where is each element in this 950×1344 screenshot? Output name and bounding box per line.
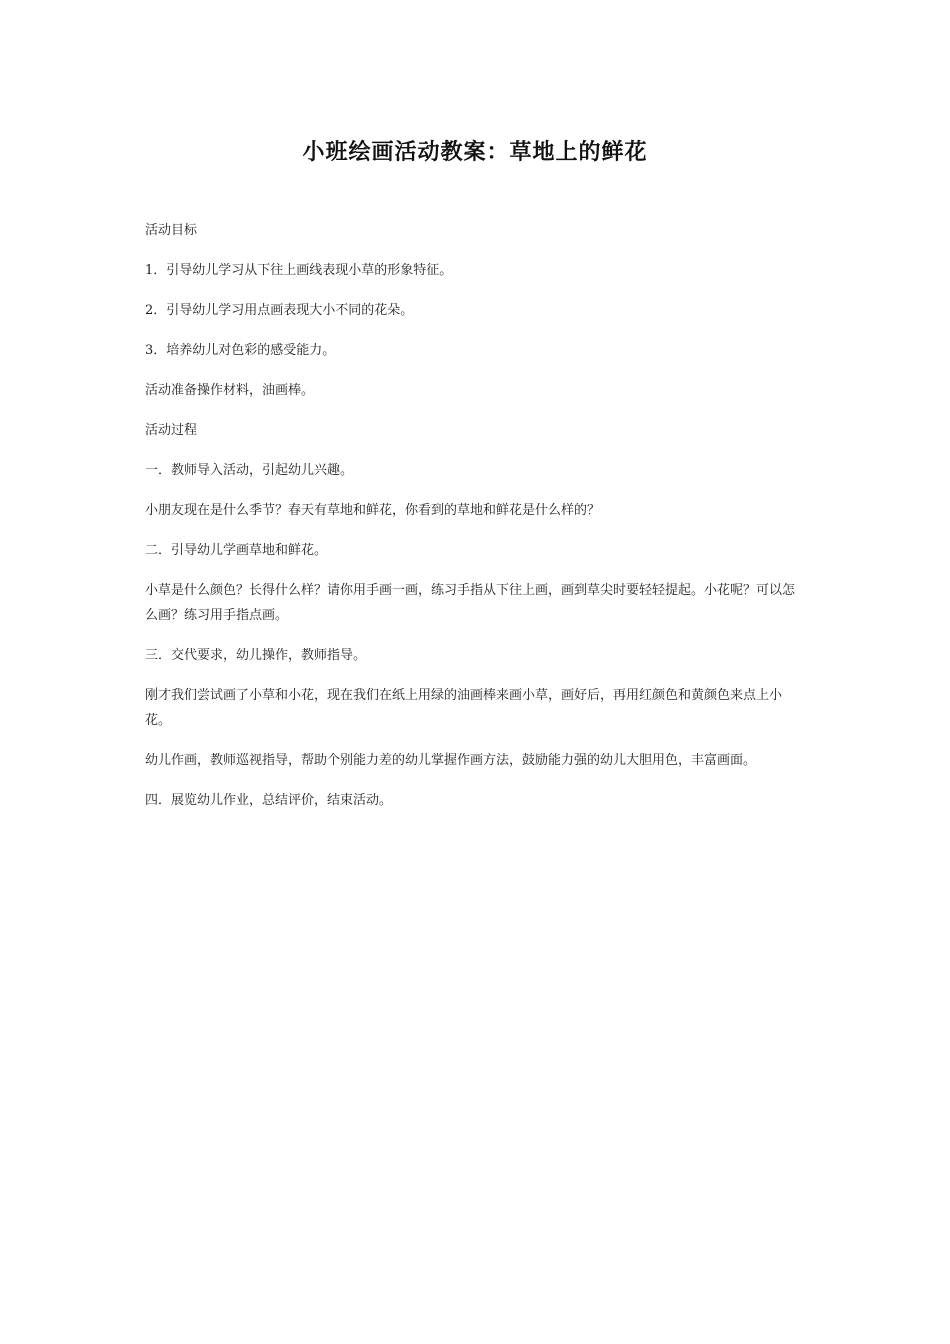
process-step-2: 二．引导幼儿学画草地和鲜花。 [145, 543, 328, 558]
process-step-1-text: 小朋友现在是什么季节？春天有草地和鲜花，你看到的草地和鲜花是什么样的？ [145, 503, 601, 518]
goal-item-1: 1．引导幼儿学习从下往上画线表现小草的形象特征。 [145, 263, 453, 278]
heading-activity-process: 活动过程 [145, 423, 198, 438]
goal-item-3: 3．培养幼儿对色彩的感受能力。 [145, 343, 336, 358]
process-step-3-guidance: 幼儿作画，教师巡视指导，帮助个别能力差的幼儿掌握作画方法，鼓励能力强的幼儿大胆用色，丰富画面。 [145, 753, 757, 768]
process-step-1: 一．教师导入活动，引起幼儿兴趣。 [145, 463, 354, 478]
document-title: 小班绘画活动教案：草地上的鲜花 [302, 139, 648, 165]
document-body [145, 218, 800, 828]
process-step-4: 四．展览幼儿作业，总结评价，结束活动。 [145, 793, 393, 808]
activity-preparation: 活动准备操作材料，油画棒。 [145, 383, 315, 398]
process-step-3-text: 刚才我们尝试画了小草和小花，现在我们在纸上用绿的油画棒来画小草，画好后，再用红颜色和黄颜色来点上小花。 [145, 688, 783, 728]
process-step-2-text: 小草是什么颜色？长得什么样？请你用手画一画，练习手指从下往上画，画到草尖时要轻轻提起。小花呢？可以怎么画？练习用手指点画。 [145, 583, 796, 623]
process-step-3: 三．交代要求，幼儿操作，教师指导。 [145, 648, 367, 663]
goal-item-2: 2．引导幼儿学习用点画表现大小不同的花朵。 [145, 303, 414, 318]
heading-activity-goals: 活动目标 [145, 223, 198, 238]
